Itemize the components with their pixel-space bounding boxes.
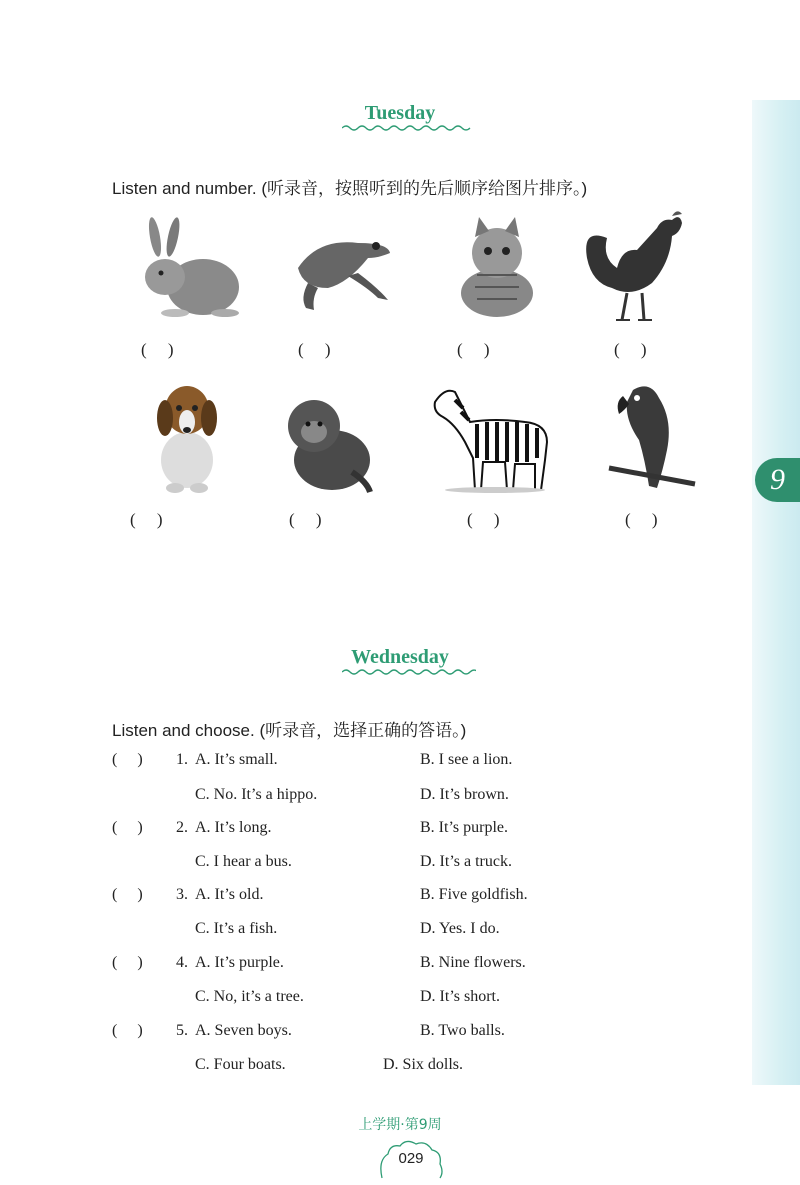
answer-blank[interactable]: ( ): [614, 340, 647, 359]
option-c: C. I hear a bus.: [195, 853, 292, 870]
wednesday-instruction: Listen and choose. (听录音，选择正确的答语。): [112, 721, 467, 740]
option-a: A. Seven boys.: [195, 1022, 292, 1039]
footer-week-label: 上学期·第9周: [358, 1117, 442, 1133]
question-number: 2.: [176, 819, 188, 836]
option-b: B. Nine flowers.: [420, 954, 526, 971]
option-b: B. Two balls.: [420, 1022, 505, 1039]
answer-blank[interactable]: ( ): [112, 954, 143, 971]
option-b: B. Five goldfish.: [420, 886, 528, 903]
dog-icon: [145, 380, 230, 495]
page-number-badge: [376, 1140, 446, 1180]
option-b: B. I see a lion.: [420, 751, 513, 768]
answer-blank[interactable]: ( ): [112, 886, 143, 903]
wednesday-underline: [342, 668, 476, 676]
option-c: C. No, it’s a tree.: [195, 988, 304, 1005]
right-decorative-band: [752, 100, 800, 1085]
parrot-icon: [605, 380, 697, 492]
answer-blank[interactable]: ( ): [467, 510, 500, 529]
answer-blank[interactable]: ( ): [112, 1022, 143, 1039]
question-number: 4.: [176, 954, 188, 971]
option-c: C. Four boats.: [195, 1056, 286, 1073]
option-a: A. It’s long.: [195, 819, 272, 836]
answer-blank[interactable]: ( ): [457, 340, 490, 359]
page-number: 029: [398, 1150, 424, 1167]
option-d: D. Six dolls.: [383, 1056, 464, 1073]
tuesday-title: Tuesday: [364, 102, 436, 124]
question-number: 1.: [176, 751, 188, 768]
question-number: 3.: [176, 886, 188, 903]
answer-blank[interactable]: ( ): [289, 510, 322, 529]
rooster-icon: [582, 208, 687, 326]
answer-blank[interactable]: ( ): [112, 819, 143, 836]
option-a: A. It’s small.: [195, 751, 278, 768]
option-d: D. It’s short.: [420, 988, 500, 1005]
option-d: D. It’s a truck.: [420, 853, 512, 870]
answer-blank[interactable]: ( ): [625, 510, 658, 529]
rabbit-icon: [135, 215, 245, 325]
tuesday-instruction: Listen and number. (听录音，按照听到的先后顺序给图片排序。): [112, 179, 588, 198]
option-d: D. Yes. I do.: [420, 920, 500, 937]
frog-icon: [288, 228, 398, 323]
question-number: 5.: [176, 1022, 188, 1039]
cat-icon: [447, 215, 542, 320]
week-tab: 9: [755, 458, 800, 502]
answer-blank[interactable]: ( ): [130, 510, 163, 529]
option-a: A. It’s purple.: [195, 954, 284, 971]
answer-blank[interactable]: ( ): [298, 340, 331, 359]
answer-blank[interactable]: ( ): [112, 751, 143, 768]
option-d: D. It’s brown.: [420, 786, 509, 803]
answer-blank[interactable]: ( ): [141, 340, 174, 359]
zebra-icon: [425, 382, 555, 494]
wednesday-title: Wednesday: [351, 646, 449, 668]
option-a: A. It’s old.: [195, 886, 264, 903]
option-c: C. No. It’s a hippo.: [195, 786, 318, 803]
monkey-icon: [282, 392, 374, 494]
option-b: B. It’s purple.: [420, 819, 508, 836]
option-c: C. It’s a fish.: [195, 920, 278, 937]
tuesday-underline: [342, 124, 472, 132]
